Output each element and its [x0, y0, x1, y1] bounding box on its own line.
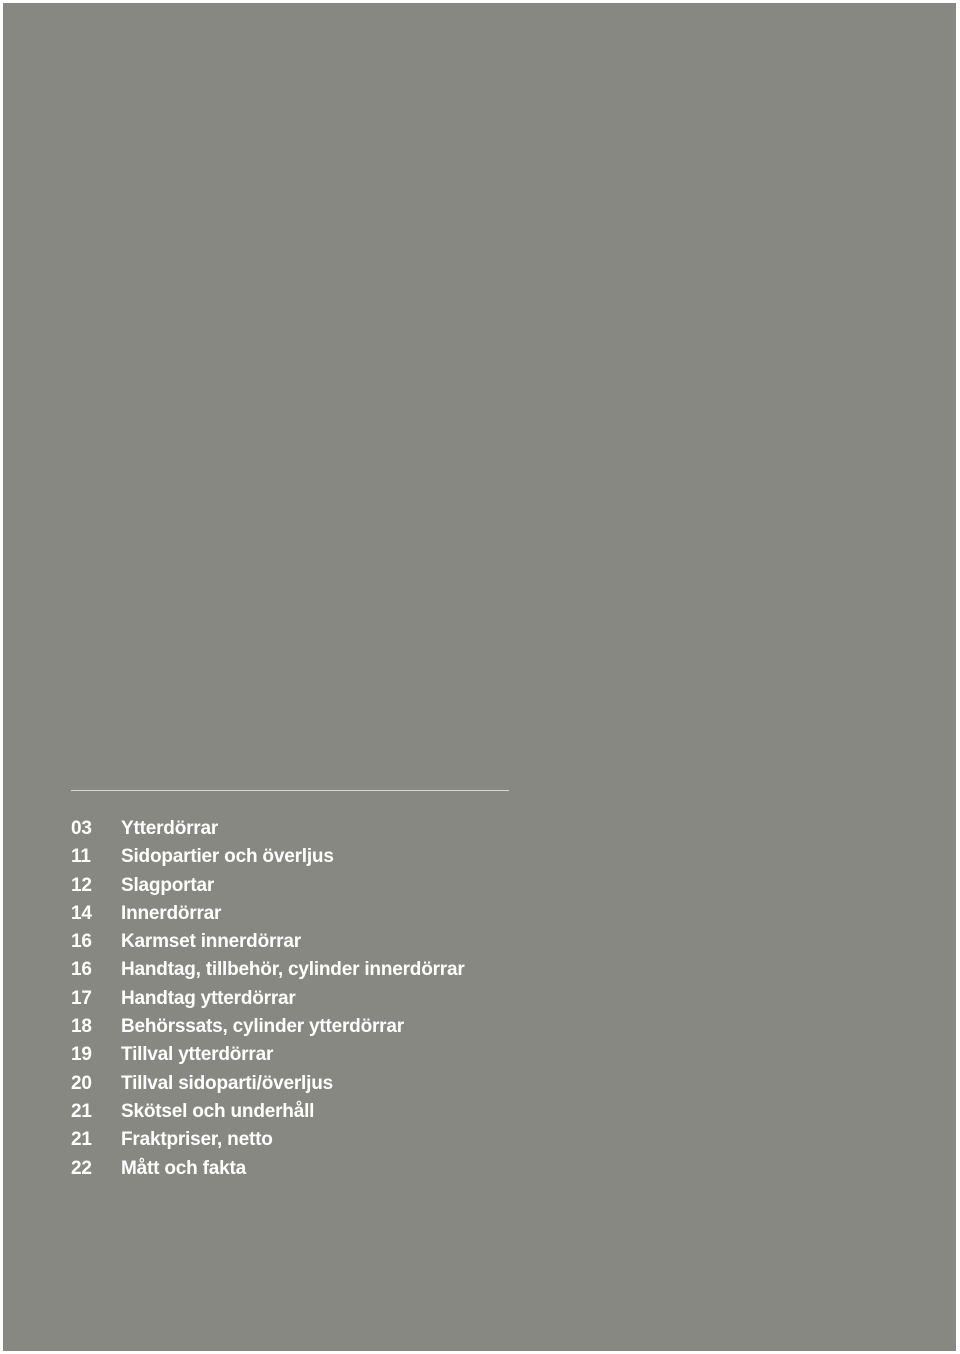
toc-page-number: 16 — [71, 931, 92, 953]
toc-page-number: 22 — [71, 1157, 92, 1179]
toc-item[interactable] — [71, 959, 465, 987]
divider-rule — [71, 790, 509, 791]
toc-item[interactable] — [71, 1129, 465, 1157]
toc-page-number: 19 — [71, 1044, 92, 1066]
toc-title: Behörssats, cylinder ytterdörrar — [121, 1016, 404, 1038]
toc-item[interactable] — [71, 1073, 465, 1101]
toc-title: Sidopartier och överljus — [121, 846, 334, 868]
toc-title: Innerdörrar — [121, 902, 222, 924]
toc-item[interactable] — [71, 931, 465, 959]
toc-title: Handtag, tillbehör, cylinder innerdörrar — [121, 959, 465, 981]
toc-item[interactable] — [71, 1016, 465, 1044]
toc-title: Ytterdörrar — [121, 818, 219, 839]
toc-title: Karmset innerdörrar — [121, 931, 301, 953]
toc-item[interactable] — [71, 1044, 465, 1072]
table-of-contents — [71, 818, 465, 1186]
toc-title: Slagportar — [121, 874, 215, 896]
toc-item[interactable] — [71, 903, 465, 931]
toc-page-number: 03 — [71, 818, 92, 839]
toc-page-number: 18 — [71, 1016, 92, 1038]
toc-page-number: 14 — [71, 902, 92, 924]
toc-item[interactable] — [71, 818, 465, 846]
toc-title: Fraktpriser, netto — [121, 1129, 273, 1151]
toc-page-number: 11 — [71, 846, 91, 868]
toc-item[interactable] — [71, 1158, 465, 1186]
toc-page-number: 17 — [71, 987, 92, 1009]
toc-title: Mått och fakta — [121, 1157, 246, 1179]
toc-page-number: 21 — [71, 1100, 92, 1122]
toc-page-number: 16 — [71, 959, 92, 981]
toc-page-number: 12 — [71, 874, 92, 896]
toc-item[interactable] — [71, 988, 465, 1016]
document-page — [3, 3, 956, 1351]
toc-item[interactable] — [71, 875, 465, 903]
toc-title: Tillval sidoparti/överljus — [121, 1072, 333, 1094]
toc-item[interactable] — [71, 1101, 465, 1129]
toc-page-number: 21 — [71, 1129, 92, 1151]
toc-title: Tillval ytterdörrar — [121, 1044, 274, 1066]
toc-title: Skötsel och underhåll — [121, 1100, 315, 1122]
toc-item[interactable] — [71, 846, 465, 874]
toc-title: Handtag ytterdörrar — [121, 987, 296, 1009]
toc-page-number: 20 — [71, 1072, 92, 1094]
